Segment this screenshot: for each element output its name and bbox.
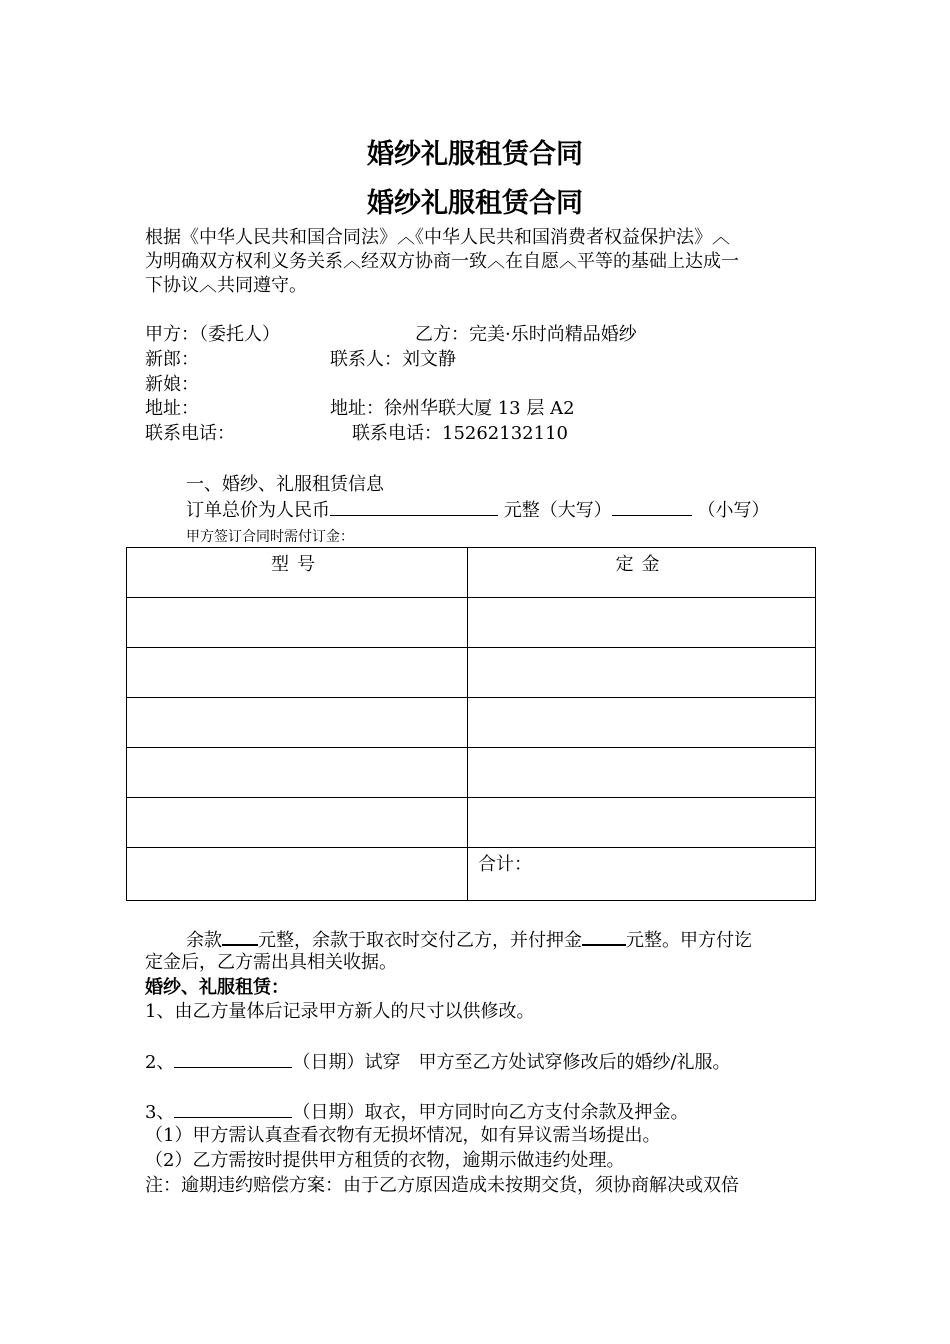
rental-item-3: [145, 1099, 688, 1125]
table-cell: [468, 598, 816, 648]
price-prefix: 订单总价为人民币: [186, 500, 330, 521]
table-row: [127, 698, 816, 748]
party-a-address: 地址：: [145, 398, 199, 419]
document-subtitle: 婚纱礼服租赁合同: [367, 188, 583, 219]
deposit-note: 甲方签订合同时需付订金：: [186, 529, 354, 545]
party-b-address: 地址：徐州华联大厦 13 层 A2: [330, 398, 575, 419]
intro-line-2: 为明确双方权利义务关系︿经双方协商一致︿在自愿︿平等的基础上达成一: [145, 251, 739, 272]
balance-text-c: 元整。甲方付讫: [626, 930, 752, 951]
table-cell: [127, 848, 468, 901]
order-price-line: [186, 497, 769, 523]
intro-line-3: 下协议︿共同遵守。: [145, 275, 307, 296]
table-cell: [468, 648, 816, 698]
table-cell: [127, 798, 468, 848]
rental-heading: 婚纱、礼服租赁：: [145, 977, 289, 998]
pickup-date-blank: [174, 1099, 292, 1118]
party-b-phone: 联系电话：15262132110: [352, 423, 568, 444]
balance-line-2: 定金后，乙方需出具相关收据。: [145, 952, 397, 973]
table-header-row: [127, 548, 816, 598]
party-a-label: 甲方：（委托人）: [145, 324, 280, 345]
price-suffix: （小写）: [697, 500, 770, 521]
rental-item-1: 1、由乙方量体后记录甲方新人的尺寸以供修改。: [145, 1001, 535, 1022]
party-b-contact: 联系人：刘文静: [330, 349, 456, 370]
table-total-row: [127, 848, 816, 901]
bride-field: 新娘：: [145, 374, 199, 395]
table-cell: [127, 748, 468, 798]
item-2-number: 2、: [145, 1052, 175, 1073]
party-a-phone: 联系电话：: [145, 423, 235, 444]
header-model: 型号: [127, 548, 468, 598]
section-1-heading: 一、婚纱、礼服租赁信息: [186, 474, 384, 495]
fitting-date-blank: [174, 1049, 292, 1068]
item-3-text: （日期）取衣，甲方同时向乙方支付余款及押金。: [292, 1102, 689, 1123]
total-label: 合计：: [468, 848, 816, 901]
table-row: [127, 648, 816, 698]
price-mid: 元整（大写）: [503, 500, 612, 521]
security-deposit-blank: [582, 926, 626, 946]
price-blank: [330, 497, 498, 516]
table-cell: [468, 748, 816, 798]
table-cell: [127, 698, 468, 748]
balance-text-a: 余款: [186, 930, 222, 951]
intro-line-1: 根据《中华人民共和国合同法》︿《中华人民共和国消费者权益保护法》︿: [145, 227, 730, 248]
balance-text-b: 元整，余款于取衣时交付乙方，并付押金: [258, 930, 582, 951]
header-deposit: 定金: [468, 548, 816, 598]
table-row: [127, 598, 816, 648]
rental-sub-1: （1）甲方需认真查看衣物有无损坏情况，如有异议需当场提出。: [145, 1125, 661, 1146]
balance-line-1: [186, 926, 752, 953]
balance-blank: [222, 926, 258, 946]
table-row: [127, 748, 816, 798]
table-cell: [127, 648, 468, 698]
item-2-text: （日期）试穿 甲方至乙方处试穿修改后的婚纱/礼服。: [292, 1052, 731, 1073]
item-3-number: 3、: [145, 1102, 175, 1123]
table-cell: [468, 798, 816, 848]
rental-sub-2: （2）乙方需按时提供甲方租赁的衣物，逾期示做违约处理。: [145, 1150, 625, 1171]
table-cell: [468, 698, 816, 748]
rental-item-2: [145, 1049, 731, 1075]
table-row: [127, 798, 816, 848]
party-b-label: 乙方：完美·乐时尚精品婚纱: [415, 324, 637, 345]
deposit-table: [126, 547, 816, 901]
price-small-blank: [612, 497, 692, 516]
groom-field: 新郎：: [145, 349, 199, 370]
document-title: 婚纱礼服租赁合同: [367, 139, 583, 170]
rental-note: 注：逾期违约赔偿方案：由于乙方原因造成未按期交货，须协商解决或双倍: [145, 1175, 739, 1196]
table-cell: [127, 598, 468, 648]
